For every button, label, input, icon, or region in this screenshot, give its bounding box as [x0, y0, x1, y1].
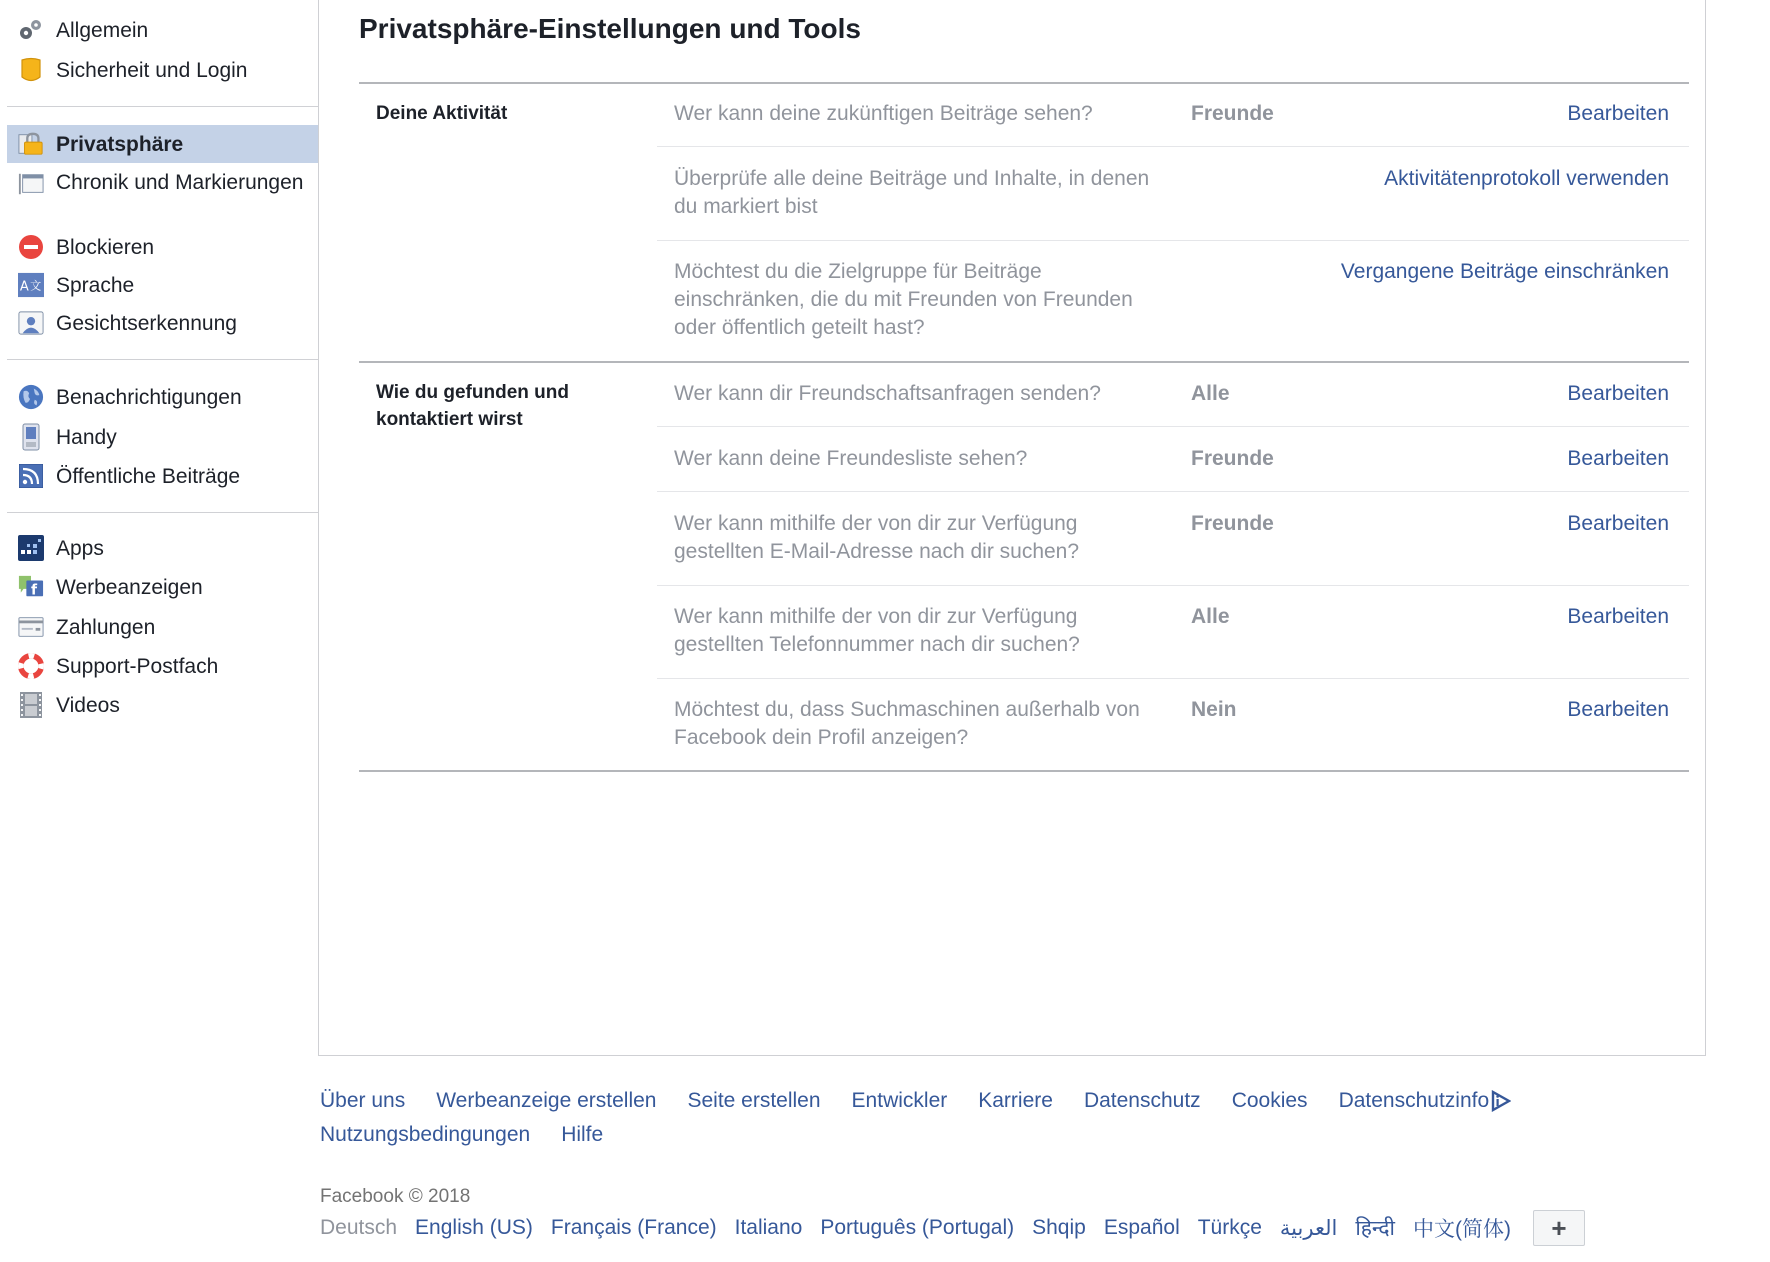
language-option[interactable]: Shqip — [1032, 1216, 1086, 1239]
language-icon — [18, 272, 44, 298]
edit-link[interactable]: Bearbeiten — [1567, 447, 1669, 470]
row-divider — [657, 426, 1689, 427]
setting-question: Möchtest du, dass Suchmaschinen außerhalb von Facebook dein Profil anzeigen? — [674, 698, 1140, 749]
setting-question: Wer kann mithilfe der von dir zur Verfügung gestellten E-Mail-Adresse nach dir suchen? — [674, 512, 1080, 563]
language-option[interactable]: Español — [1103, 1216, 1180, 1239]
sidebar-item-label: Sicherheit und Login — [56, 58, 248, 82]
language-option[interactable]: Türkçe — [1197, 1216, 1262, 1239]
footer-link-ueber-uns[interactable]: Über uns — [320, 1089, 406, 1112]
sidebar-divider — [7, 512, 318, 513]
sidebar-item-gesichtserkennung[interactable] — [7, 304, 318, 342]
privacy-settings-panel — [318, 0, 1706, 1056]
row-divider — [657, 146, 1689, 147]
setting-value: Freunde — [1191, 512, 1274, 535]
setting-question: Wer kann mithilfe der von dir zur Verfügung gestellten Telefonnummer nach dir suchen? — [674, 605, 1080, 656]
footer-link-datenschutzinfo[interactable] — [1339, 1089, 1512, 1112]
setting-question: Überprüfe alle deine Beiträge und Inhalte, in denen du markiert bist — [674, 167, 1150, 218]
sidebar-item-label: Zahlungen — [56, 615, 156, 639]
sidebar-item-label: Gesichtserkennung — [56, 311, 237, 335]
section-divider — [359, 361, 1689, 363]
sidebar-item-label: Chronik und Markierungen — [56, 171, 304, 194]
sidebar-item-support-postfach[interactable] — [7, 647, 318, 685]
setting-value: Nein — [1191, 698, 1237, 721]
language-option[interactable]: Português (Portugal) — [820, 1216, 1015, 1239]
language-option[interactable]: Italiano — [734, 1216, 803, 1239]
row-divider — [657, 585, 1689, 586]
svg-text:A: A — [19, 279, 29, 295]
setting-question: Wer kann deine Freundesliste sehen? — [674, 447, 1028, 470]
sidebar-item-oeffentliche-beitraege[interactable] — [7, 457, 318, 495]
sidebar-item-label: Handy — [56, 425, 117, 449]
sidebar-divider — [7, 106, 318, 107]
sidebar-item-label: Blockieren — [56, 235, 155, 259]
sidebar-item-label: Apps — [56, 536, 104, 560]
limit-past-posts-link[interactable]: Vergangene Beiträge einschränken — [1340, 260, 1669, 283]
mobile-icon — [18, 424, 44, 450]
sidebar-item-handy[interactable] — [7, 418, 318, 456]
edit-link[interactable]: Bearbeiten — [1567, 382, 1669, 405]
sidebar-item-blockieren[interactable] — [7, 228, 318, 266]
sidebar-item-zahlungen[interactable] — [7, 608, 318, 646]
adchoices-icon — [1491, 1090, 1511, 1112]
sidebar-item-label: Allgemein — [56, 18, 149, 42]
edit-link[interactable]: Bearbeiten — [1567, 605, 1669, 628]
sidebar-item-label: Privatsphäre — [56, 132, 184, 156]
sidebar-item-label: Sprache — [56, 273, 135, 297]
footer-link-karriere[interactable]: Karriere — [978, 1089, 1053, 1112]
footer-link-datenschutz[interactable]: Datenschutz — [1083, 1089, 1201, 1112]
footer-link-datenschutzinfo-label: Datenschutzinfo — [1338, 1089, 1490, 1112]
language-option[interactable]: English (US) — [415, 1216, 533, 1239]
footer-link-nutzungsbedingungen[interactable]: Nutzungsbedingungen — [320, 1123, 531, 1146]
ads-icon — [18, 574, 44, 600]
sidebar-item-label: Werbeanzeigen — [56, 575, 203, 599]
timeline-icon — [18, 171, 44, 197]
footer-link-seite-erstellen[interactable]: Seite erstellen — [687, 1089, 821, 1112]
language-option[interactable]: 中文(简体) — [1413, 1218, 1511, 1241]
edit-link[interactable]: Bearbeiten — [1567, 698, 1669, 721]
language-option[interactable]: हिन्दी — [1355, 1217, 1395, 1240]
section-label-gefunden-kontaktiert: Wie du gefunden und kontaktiert wirst — [376, 382, 569, 430]
footer-link-cookies[interactable]: Cookies — [1231, 1089, 1308, 1112]
sidebar-item-allgemein[interactable] — [7, 11, 318, 49]
activity-log-link[interactable]: Aktivitätenprotokoll verwenden — [1384, 167, 1669, 190]
shield-icon — [18, 57, 44, 83]
film-icon — [18, 692, 44, 718]
sidebar-item-sprache[interactable] — [7, 266, 318, 304]
sidebar-item-werbeanzeigen[interactable] — [7, 568, 318, 606]
row-divider — [657, 240, 1689, 241]
gears-icon — [18, 17, 44, 43]
page-title: Privatsphäre-Einstellungen und Tools — [359, 13, 861, 44]
sidebar-item-videos[interactable] — [7, 686, 318, 724]
language-option[interactable]: العربية — [1279, 1216, 1338, 1240]
footer-links — [320, 1084, 1620, 1152]
language-option[interactable]: Français (France) — [550, 1216, 717, 1239]
setting-question: Wer kann deine zukünftigen Beiträge sehen? — [674, 102, 1093, 125]
lock-icon — [18, 131, 44, 157]
sidebar-item-benachrichtigungen[interactable] — [7, 378, 318, 416]
block-icon — [18, 234, 44, 260]
setting-question: Möchtest du die Zielgruppe für Beiträge einschränken, die du mit Freunden von Freunden oder öffentlich geteilt hast? — [674, 260, 1133, 339]
section-label-deine-aktivitaet: Deine Aktivität — [376, 103, 508, 124]
sidebar-item-label: Videos — [56, 693, 120, 717]
row-divider — [657, 491, 1689, 492]
rss-icon — [18, 463, 44, 489]
setting-value: Alle — [1191, 605, 1230, 628]
sidebar-item-apps[interactable] — [7, 529, 318, 567]
setting-value: Freunde — [1191, 447, 1274, 470]
section-divider — [359, 82, 1689, 84]
language-selector — [320, 1210, 1585, 1246]
sidebar-item-label: Support-Postfach — [56, 654, 219, 678]
sidebar-divider — [7, 359, 318, 360]
credit-card-icon — [18, 614, 44, 640]
sidebar-item-sicherheit[interactable] — [7, 51, 318, 89]
sidebar-item-privatsphaere[interactable] — [7, 125, 318, 163]
lifebuoy-icon — [18, 653, 44, 679]
edit-link[interactable]: Bearbeiten — [1567, 512, 1669, 535]
svg-text:f: f — [31, 582, 38, 599]
row-divider — [657, 678, 1689, 679]
more-languages-button[interactable]: + — [1533, 1210, 1585, 1246]
sidebar-item-label: Benachrichtigungen — [56, 385, 242, 409]
footer-link-hilfe[interactable]: Hilfe — [561, 1123, 604, 1146]
section-divider — [359, 770, 1689, 772]
sidebar-item-chronik[interactable] — [7, 165, 318, 227]
setting-value: Alle — [1191, 382, 1230, 405]
apps-icon — [18, 535, 44, 561]
footer-link-werbeanzeige-erstellen[interactable]: Werbeanzeige erstellen — [436, 1089, 657, 1112]
sidebar-item-label: Öffentliche Beiträge — [56, 464, 241, 488]
svg-text:文: 文 — [30, 279, 42, 293]
footer-link-entwickler[interactable]: Entwickler — [851, 1089, 948, 1112]
globe-icon — [18, 384, 44, 410]
setting-value: Freunde — [1191, 102, 1274, 125]
edit-link[interactable]: Bearbeiten — [1567, 102, 1669, 125]
setting-question: Wer kann dir Freundschaftsanfragen senden? — [674, 382, 1101, 405]
language-current: Deutsch — [320, 1216, 398, 1239]
copyright: Facebook © 2018 — [320, 1186, 471, 1207]
face-recognition-icon — [18, 310, 44, 336]
